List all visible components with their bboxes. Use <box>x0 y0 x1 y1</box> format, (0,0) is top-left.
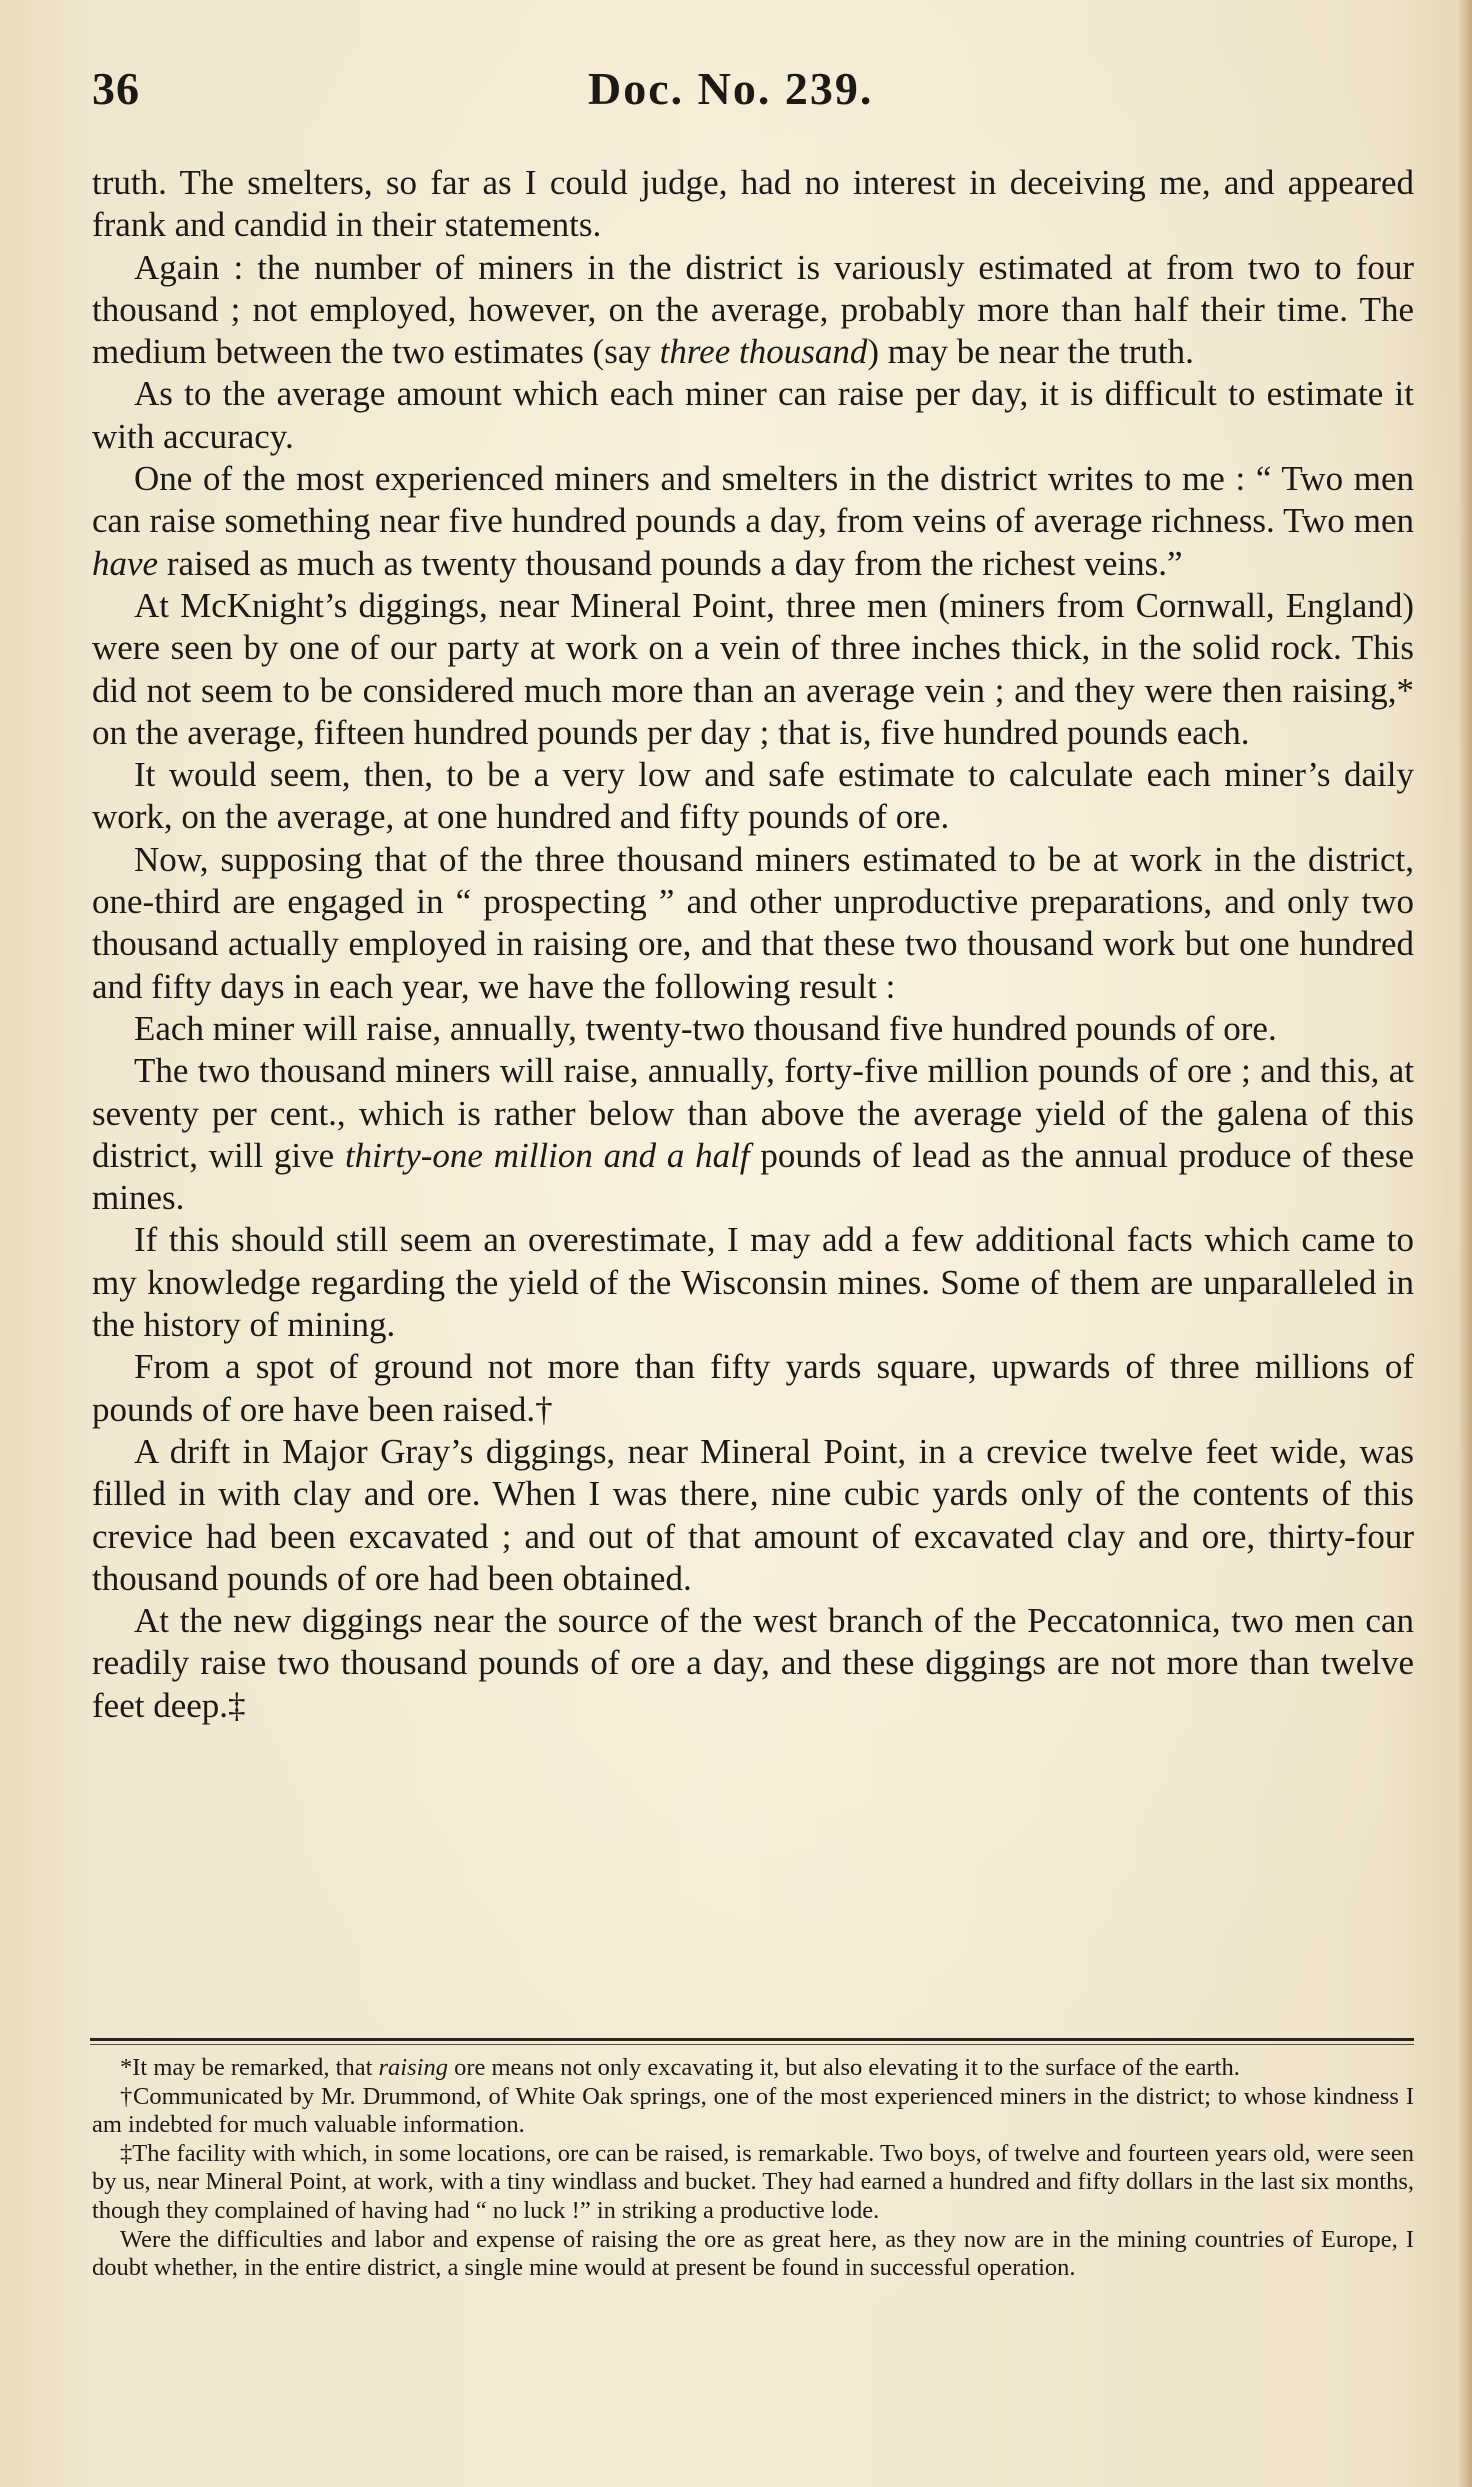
page-number: 36 <box>92 63 140 114</box>
footnote-divider-thin <box>90 2044 1414 2045</box>
paragraph-6: It would seem, then, to be a very low and safe estimate to calculate each miner’s daily work, on the average, at one hundred and fifty pounds of ore. <box>92 755 1414 837</box>
footnote-double-dagger: ‡The facility with which, in some locations, ore can be raised, is remarkable. Two boys, of twelve and fourteen years old, were seen by us, near Mineral Point, at work, with a tiny windlass and bucket. They had earned a hundred and fifty dollars in the last six months, though they complained of having had “ no luck !” in striking a productive lode. <box>92 2139 1414 2224</box>
paragraph-12: A drift in Major Gray’s diggings, near Mineral Point, in a crevice twelve feet wide, was filled in with clay and ore. When I was there, nine cubic yards only of the contents of this crevice had been excavated ; and out of that amount of excavated clay and ore, thirty-four thousand pounds of ore had been obtained. <box>92 1431 1414 1598</box>
paragraph-5: At McKnight’s diggings, near Mineral Point, three men (miners from Cornwall, England) were seen by one of our party at work on a vein of three inches thick, in the solid rock. This did not seem to be considered much more than an average vein ; and they were then raising,* on the average, fifteen hundred pounds per day ; that is, five hundred pounds each. <box>92 585 1414 752</box>
footnote-divider <box>90 2038 1414 2041</box>
paragraph-9: The two thousand miners will raise, annually, forty-five million pounds of ore ; and this, at seventy per cent., which is rather below than above the average yield of the galena of this district, will give thirty-one million and a half pounds of lead as the annual produce of these mines. <box>92 1051 1414 1218</box>
page-header <box>92 62 1392 132</box>
paragraph-8: Each miner will raise, annually, twenty-two thousand five hundred pounds of ore. <box>134 1008 1277 1048</box>
footnote-continuation: Were the difficulties and labor and expense of raising the ore as great here, as they now are in the mining countries of Europe, I doubt whether, in the entire district, a single mine would at present be found in successful operation. <box>92 2225 1414 2282</box>
paragraph-11: From a spot of ground not more than fifty yards square, upwards of three millions of pounds of ore have been raised.† <box>92 1347 1414 1429</box>
footnote-dagger: †Communicated by Mr. Drummond, of White Oak springs, one of the most experienced miners in the district; to whose kindness I am indebted for much valuable information. <box>92 2082 1414 2139</box>
paragraph-2: Again : the number of miners in the district is variously estimated at from two to four thousand ; not employed, however, on the average, probably more than half their time. The medium between the two estimates (say three thousand) may be near the truth. <box>92 247 1414 372</box>
paragraph-3: As to the average amount which each miner can raise per day, it is difficult to estimate it with accuracy. <box>92 374 1414 456</box>
page-edge-shadow <box>1458 0 1472 2487</box>
body-text <box>92 162 1414 1727</box>
paragraph-10: If this should still seem an overestimate, I may add a few additional facts which came to my knowledge regarding the yield of the Wisconsin mines. Some of them are unparalleled in the history of mining. <box>92 1220 1414 1345</box>
paragraph-13: At the new diggings near the source of the west branch of the Peccatonnica, two men can readily raise two thousand pounds of ore a day, and these diggings are not more than twelve feet deep.‡ <box>92 1601 1414 1725</box>
running-head: Doc. No. 239. <box>588 63 874 114</box>
footnotes <box>92 2054 1414 2283</box>
paragraph-7: Now, supposing that of the three thousand miners estimated to be at work in the district, one-third are engaged in “ prospecting ” and other unproductive preparations, and only two thousand actually employed in raising ore, and that these two thousand work but one hundred and fifty days in each year, we have the following result : <box>92 839 1414 1006</box>
footnote-asterisk: *It may be remarked, that raising ore means not only excavating it, but also elevating it to the surface of the earth. <box>120 2054 1240 2081</box>
paragraph-1: truth. The smelters, so far as I could judge, had no interest in deceiving me, and appeared frank and candid in their statements. <box>92 163 1414 245</box>
paragraph-4: One of the most experienced miners and smelters in the district writes to me : “ Two men can raise something near five hundred pounds a day, from veins of average richness. Two men have raised as much as twenty thousand pounds a day from the richest veins.” <box>92 459 1414 583</box>
